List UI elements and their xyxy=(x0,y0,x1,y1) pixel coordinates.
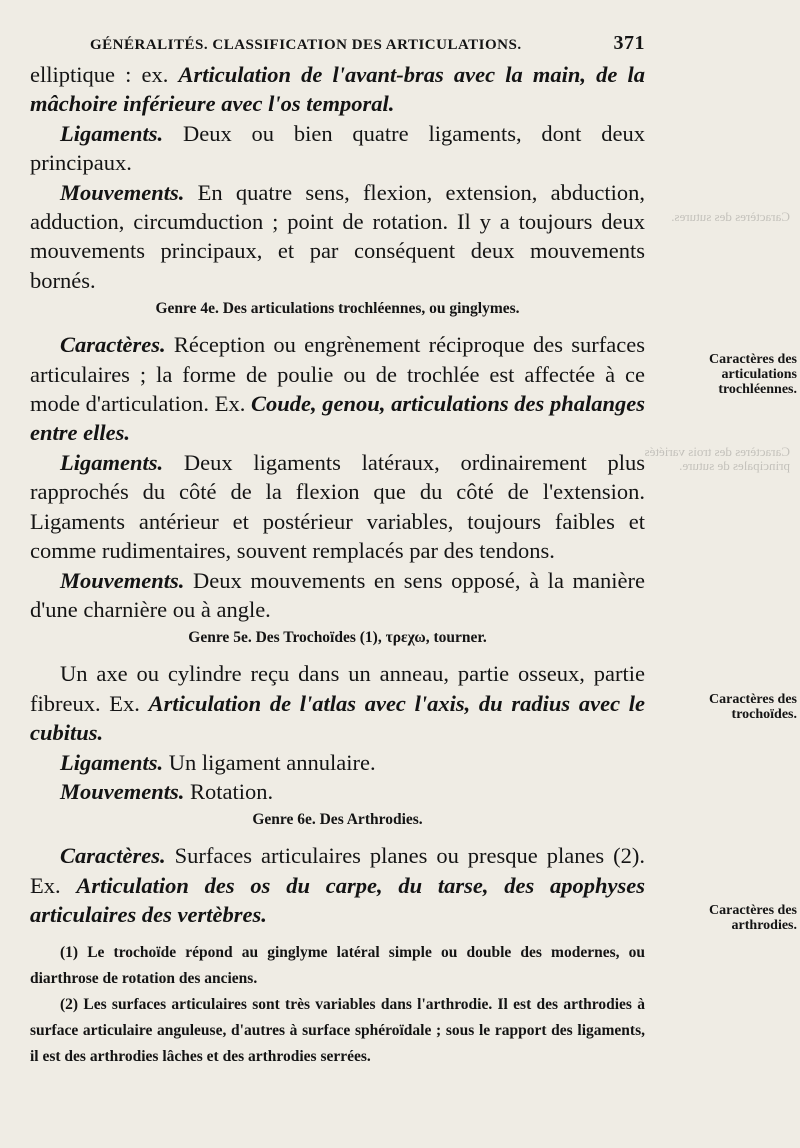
paragraph-arthrodies xyxy=(30,841,645,929)
paragraph-mouvements-1 xyxy=(30,178,645,296)
footnote-2: (2) Les surfaces articulaires sont très variables dans l'arthrodie. Il est des arthrodies à surface articulaire anguleuse, d'autres à surface sphéroïdale ; sous le rapport des ligaments, il est des arthrodies lâches et des arthrodies serrées. xyxy=(30,995,645,1065)
section-lead: Mouvements. xyxy=(60,567,185,593)
show-through-ink: Caractères des sutures. xyxy=(671,209,790,224)
paragraph-text: Deux mouvements en sens opposé, à la manière d'une charnière ou à angle. xyxy=(30,567,645,622)
margin-note-trochoides: Caractères des trochoïdes. xyxy=(709,692,797,722)
main-text xyxy=(30,60,645,1070)
paragraph-ligaments-5 xyxy=(30,748,645,777)
paragraph-ligaments-4 xyxy=(30,448,645,566)
paragraph-text: Un axe ou cylindre reçu dans un anneau, partie osseux, partie fibreux. Ex. xyxy=(30,661,645,716)
paragraph-text: Réception ou engrènement réciproque des surfaces articulaires ; la forme de poulie ou de trochlée est affectée à ce mode d'articulation. Ex. xyxy=(30,332,645,417)
example-italic: Articulation de l'atlas avec l'axis, du radius avec le cubitus. xyxy=(30,690,645,746)
page-number: 371 xyxy=(613,32,645,54)
example-italic: Articulation des os du carpe, du tarse, des apophyses articulaires des vertèbres. xyxy=(30,872,646,928)
paragraph-mouvements-5 xyxy=(30,777,645,806)
margin-note-arthrodies: Caractères des arthrodies. xyxy=(709,903,797,933)
section-lead: Mouvements. xyxy=(60,179,185,205)
paragraph-text: Rotation. xyxy=(184,778,274,804)
paragraph-text: Deux ou bien quatre ligaments, dont deux principaux. xyxy=(30,120,645,176)
paragraph-trochoides xyxy=(30,659,645,747)
footnote-1: (1) Le trochoïde répond au ginglyme latéral simple ou double des modernes, ou diarthrose de rotation des anciens. xyxy=(30,943,645,987)
genre-4-heading: Genre 4e. Des articulations trochléennes, ou ginglymes. xyxy=(155,300,520,318)
running-title: GÉNÉRALITÉS. CLASSIFICATION DES ARTICULATIONS. xyxy=(90,37,522,53)
paragraph-text: Un ligament annulaire. xyxy=(163,749,376,775)
footnotes xyxy=(30,940,645,1070)
example-italic: Coude, genou, articulations des phalanges entre elles. xyxy=(30,391,645,446)
paragraph-text: Surfaces articulaires planes ou presque planes (2). Ex. xyxy=(30,843,645,898)
genre-6-heading: Genre 6e. Des Arthrodies. xyxy=(252,811,423,829)
paragraph-elliptique xyxy=(30,60,645,119)
genre-5-heading: Genre 5e. Des Trochoïdes (1), τρεχω, tourner. xyxy=(188,629,487,647)
section-lead: Ligaments. xyxy=(60,120,164,146)
section-lead: Ligaments. xyxy=(60,749,164,775)
show-through-ink: Caractères des trois variétés principales de suture. xyxy=(644,444,790,473)
running-header xyxy=(90,32,645,55)
section-lead: Caractères. xyxy=(60,843,166,869)
paragraph-mouvements-4 xyxy=(30,566,645,625)
section-lead: Ligaments. xyxy=(60,449,164,475)
paragraph-caracteres-4 xyxy=(30,330,645,448)
paragraph-lead: elliptique : ex. xyxy=(30,62,179,87)
paragraph-ligaments-1 xyxy=(30,119,645,178)
paragraph-text: En quatre sens, flexion, extension, abduction, adduction, circumduction ; point de rotation. Il y a toujours deux mouvements principaux, et par conséquent deux mouvements bornés. xyxy=(30,179,645,293)
section-lead: Caractères. xyxy=(60,332,166,358)
paragraph-text: Deux ligaments latéraux, ordinairement plus rapprochés du côté de la flexion que du côté de l'extension. Ligaments antérieur et postérieur variables, toujours faibles et comme rudimentaires, souvent remplacés par des tendons. xyxy=(30,449,645,564)
margin-note-trochleennes: Caractères des articulations trochléennes. xyxy=(709,352,797,397)
section-lead: Mouvements. xyxy=(60,778,185,804)
example-italic: Articulation de l'avant-bras avec la main, de la mâchoire inférieure avec l'os temporal. xyxy=(30,62,645,117)
